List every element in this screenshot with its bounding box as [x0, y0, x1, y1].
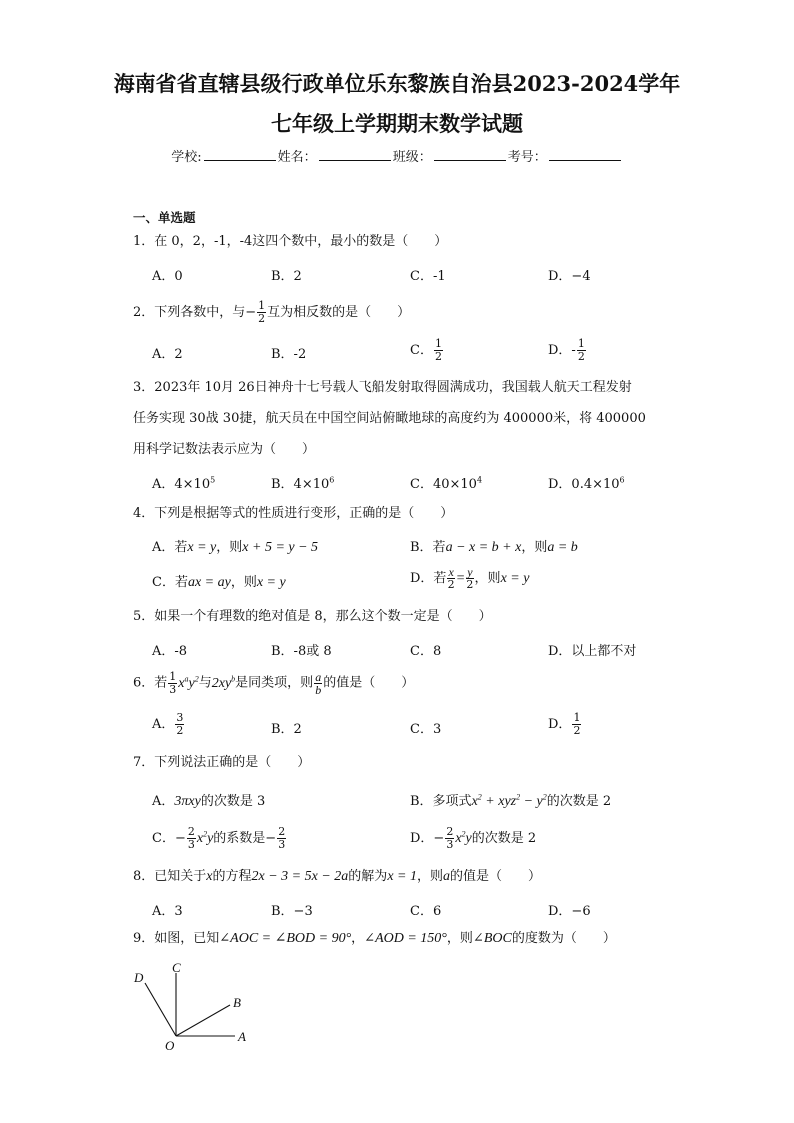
q3-a-exp: 5: [210, 475, 216, 485]
q2-c-label: C．: [410, 343, 433, 358]
q2-option-c[interactable]: [410, 338, 444, 363]
q9-p3: ，则∠: [446, 931, 484, 946]
q6-d-label: D．: [548, 717, 572, 732]
q3-c-exp: 4: [476, 475, 483, 485]
q2-stem-pre: 2．下列各数中，与−: [133, 305, 257, 320]
question-6-stem: 6．若 $\frac{1}{3}$ $x^ay^2$与$2xy^b$是同类项，则 $\frac{a}{b}$ 的值是（ ）: [133, 669, 415, 697]
q6-option-b[interactable]: B．2: [271, 722, 302, 737]
q4-d-then: ，则: [474, 571, 501, 586]
q7-d-text: 的次数是 2: [471, 831, 537, 846]
q2-d-label: D．-: [548, 343, 576, 358]
q6-mid: 与: [198, 675, 212, 691]
question-8-stem: 8．已知关于x的方程2x − 3 = 5x − 2a的解为x = 1，则a的值是（ ）: [133, 869, 542, 884]
q6-pre: 6．若: [133, 675, 168, 691]
angle-figure: [125, 955, 265, 1055]
q3-option-a[interactable]: [152, 473, 215, 492]
q8-mid2: 的解为: [348, 869, 388, 884]
q7-option-d[interactable]: D．− $\frac{2}{3}$ $x^2y$的次数是 2: [410, 825, 537, 851]
page-subtitle: 七年级上学期期末数学试题: [271, 111, 523, 136]
q4-d-label: D．若: [410, 571, 447, 586]
q3-option-b[interactable]: [271, 473, 334, 492]
question-9-stem: 9．如图，已知∠AOC = ∠BOD = 90°，∠AOD = 150°，则∠BOC的度数为（ ）: [133, 931, 616, 946]
q3-c-text: C．40×10: [410, 477, 477, 492]
q3-option-d[interactable]: [548, 473, 625, 492]
q2-num: 1: [258, 299, 266, 312]
school-blank[interactable]: [204, 148, 276, 161]
q8-mid: 的方程: [212, 869, 252, 884]
label-d: D: [134, 970, 144, 985]
question-3-line1: 3．2023年 10月 26日神舟十七号载人飞船发射取得圆满成功，我国载人航天工程发射: [133, 380, 632, 395]
question-4-stem: 4．下列是根据等式的性质进行变形，正确的是（ ）: [133, 506, 454, 521]
question-7-stem: 7．下列说法正确的是（ ）: [133, 755, 311, 770]
q4-b-label: B．若: [410, 540, 446, 555]
q4-b-then: ，则: [521, 540, 548, 555]
q5-option-c[interactable]: C．8: [410, 644, 442, 659]
class-label: 班级：: [392, 150, 432, 165]
q4-c-label: C．若: [152, 575, 188, 590]
q6-mid2: 是同类项，则: [235, 675, 314, 691]
q4-option-d[interactable]: D．若 $\frac{x}{2}$ = $\frac{y}{2}$ ，则x = y: [410, 565, 530, 591]
exam-no-label: 考号：: [507, 150, 547, 165]
q8-option-d[interactable]: D．−6: [548, 904, 591, 919]
q7-a-label: A．: [152, 794, 175, 809]
q6-post: 的值是（ ）: [323, 675, 415, 691]
q8-post: 的值是（ ）: [450, 869, 542, 884]
q2-d-frac: [577, 338, 586, 363]
section-heading: 一、单选题: [133, 210, 196, 225]
q1-option-d[interactable]: D．−4: [548, 269, 591, 284]
q6-a-label: A．: [152, 717, 175, 732]
q1-option-c[interactable]: C．-1: [410, 269, 446, 284]
question-3-line3: 用科学记数法表示应为（ ）: [133, 442, 316, 457]
q4-a-then: ，则: [216, 540, 243, 555]
class-blank[interactable]: [434, 148, 506, 161]
q5-option-d[interactable]: D．以上都不对: [548, 644, 637, 659]
q2-den: 2: [258, 312, 266, 325]
q1-option-b[interactable]: B．2: [271, 269, 302, 284]
q3-option-c[interactable]: [410, 473, 482, 492]
q3-b-text: B．4×10: [271, 477, 330, 492]
name-label: 姓名：: [277, 150, 317, 165]
q6-option-a[interactable]: A． $\frac{3}{2}$: [152, 711, 184, 737]
q8-option-a[interactable]: A．3: [152, 904, 183, 919]
ray-od: [145, 983, 176, 1036]
q7-b-label: B．多项式: [410, 794, 472, 809]
q2-fraction: [257, 300, 266, 325]
q7-c-label: C．−: [152, 831, 186, 846]
q9-p2: ，∠: [351, 931, 376, 946]
q7-option-a[interactable]: A．3πxy的次数是 3: [152, 794, 266, 809]
label-o: O: [165, 1038, 175, 1053]
question-5-stem: 5．如果一个有理数的绝对值是 8，那么这个数一定是（ ）: [133, 609, 492, 624]
q2-d-den: 2: [577, 350, 585, 363]
q5-option-a[interactable]: A．-8: [152, 644, 188, 659]
q2-option-b[interactable]: B．-2: [271, 347, 307, 362]
exam-no-blank[interactable]: [549, 148, 621, 161]
ray-ob: [176, 1005, 230, 1036]
name-blank[interactable]: [319, 148, 391, 161]
q2-d-num: 1: [577, 337, 585, 350]
q6-option-d[interactable]: D． $\frac{1}{2}$: [548, 711, 581, 737]
q5-option-b[interactable]: B．-8或 8: [271, 644, 332, 659]
question-3-line2: 任务实现 30战 30捷，航天员在中国空间站俯瞰地球的高度约为 400000米，将 400000: [133, 411, 646, 426]
q4-c-then: ，则: [230, 575, 257, 590]
label-c: C: [172, 960, 181, 975]
q8-option-b[interactable]: B．−3: [271, 904, 313, 919]
q2-stem-post: 互为相反数的是（ ）: [267, 305, 411, 320]
q8-option-c[interactable]: C．6: [410, 904, 442, 919]
q4-option-a[interactable]: A．若x = y，则x + 5 = y − 5: [152, 540, 319, 555]
q2-c-num: 1: [434, 337, 442, 350]
q2-option-d[interactable]: [548, 338, 587, 363]
q7-a-text: 的次数是 3: [200, 794, 266, 809]
q3-b-exp: 6: [329, 475, 335, 485]
q8-pre: 8．已知关于: [133, 869, 207, 884]
q7-option-c[interactable]: C．− $\frac{2}{3}$ $x^2y$的系数是− $\frac{2}{3}$: [152, 825, 286, 851]
question-2-stem: [133, 300, 410, 325]
student-info-line: [0, 146, 794, 165]
q7-c-text: 的系数是−: [213, 831, 277, 846]
q1-option-a[interactable]: A．0: [152, 269, 183, 284]
q3-a-text: A．4×10: [152, 477, 211, 492]
question-1-stem: 1．在 0，2，-1，-4这四个数中，最小的数是（ ）: [133, 234, 448, 249]
q3-d-exp: 6: [619, 475, 625, 485]
q4-option-b[interactable]: B．若a − x = b + x，则a = b: [410, 540, 578, 555]
q4-a-label: A．若: [152, 540, 188, 555]
q7-d-label: D．−: [410, 831, 445, 846]
q8-mid3: ，则: [416, 869, 443, 884]
page-title: 海南省省直辖县级行政单位乐东黎族自治县2023-2024学年: [113, 71, 681, 96]
q2-c-den: 2: [434, 350, 442, 363]
q4-option-c[interactable]: C．若ax = ay，则x = y: [152, 575, 286, 590]
q3-d-text: D．0.4×10: [548, 477, 620, 492]
q6-option-c[interactable]: C．3: [410, 722, 442, 737]
q9-post: 的度数为（ ）: [511, 931, 616, 946]
label-a: A: [238, 1029, 246, 1044]
q7-b-text: 的次数是 2: [546, 794, 612, 809]
q2-c-frac: [434, 338, 443, 363]
q2-option-a[interactable]: A．2: [152, 347, 183, 362]
q7-option-b[interactable]: B．多项式$x^2 + xyz^2 - y^2$的次数是 2: [410, 792, 612, 809]
q9-pre: 9．如图，已知∠: [133, 931, 231, 946]
label-b: B: [233, 995, 241, 1010]
school-label: 学校:: [171, 150, 202, 165]
